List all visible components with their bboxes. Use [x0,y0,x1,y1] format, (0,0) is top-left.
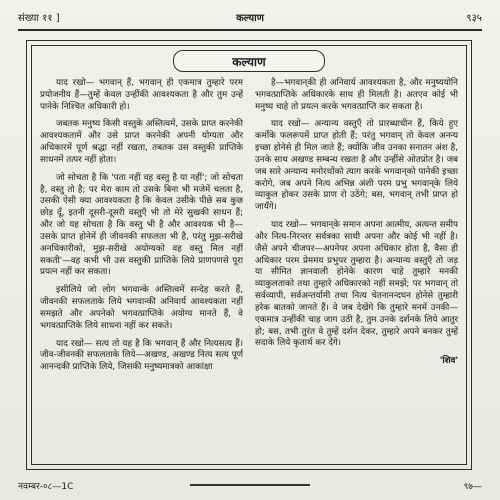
page-header [18,10,482,28]
paragraph: याद रखो— भगवान् हैं, भगवान् ही एकमात्र तुम्हारे परम प्रयोजनीय हैं—तुम्हें केवल उन्हींकी आवश्यकता है और तुम उन्हें पानेके निश्चित अधिकारी हो। [40,78,243,112]
left-column [40,78,243,458]
paragraph: जबतक मनुष्य किसी वस्तुके अस्तित्वमें, उसके प्राप्त करनेकी आवश्यकतामें और उसे प्राप्त करनेकी अपनी योग्यता और अधिकारमें पूर्ण श्रद्धा नहीं रखता, तबतक उस वस्तुकी प्राप्तिके साधनमें तत्पर नहीं होता। [40,119,243,165]
article-frame [26,40,472,470]
paragraph: इसीलिये जो लोग भगवान्के अस्तित्वमें सन्देह करते हैं, जीवनकी सफलताके लिये भगवान्की अनिवार्य आवश्यकता नहीं समझते और अपनेको भगवत्प्राप्तिके अयोग्य मानते हैं, वे भगवत्प्राप्तिके लिये साधना नहीं कर सकते। [40,285,243,331]
footer-left: नवम्बर-०८—1C [18,481,74,492]
paragraph: याद रखो— अन्यान्य वस्तुएँ तो प्रारब्धाधीन हैं, किये हुए कर्मोंके फलरूपमें प्राप्त होती हैं; परंतु भगवान् तो केवल अनन्य इच्छा होनेसे ही मिल जाते हैं; क्योंकि जीव उनका सनातन अंश है, उनके साथ अखण्ड सम्बन्ध रखता है और उन्हींसे ओतप्रोत है। जब जब सारे अन्यान्य मनोरथोंको त्याग करके भगवान्‌को पानेकी इच्छा करोगे, जब अपने नित्य अभिन्न अंशी परम प्रभु भगवान्‌के लिये व्याकुल होकर उसके प्राण रो उठेंगे; बस, भगवान् तभी प्राप्त हो जायँगे। [255,119,458,213]
article-columns [40,78,458,458]
footer-right: ९७— [463,481,482,492]
paragraph: याद रखो— सत्य तो यह है कि भगवान् हैं और नित्यसत्य हैं। जीव-जीवनकी सफलताके लिये—अखण्ड, अखण्ड नित्य सत्य पूर्ण आनन्दकी प्राप्तिके लिये, जिसकी मनुष्यमात्रको आकांक्षा [40,338,243,373]
paragraph: जो सोचता है कि 'पता नहीं वह वस्तु है या नहीं'; जो सोचता है, वस्तु तो है; पर मेरा काम तो उसके बिना भी मजेमें चलता है, उसकी ऐसी क्या आवश्यकता है कि केवल उसीके पीछे सब कुछ छोड़ दूँ, इतनी दूसरी-दूसरी वस्तुएँ भी तो मेरे सुखकी साधन हैं; और जो यह सोचता है कि वस्तु भी है और आवश्यक भी है—उसके प्राप्त होनेमें ही जीवनकी सफलता भी है, परंतु मुझ-सरीखे अनधिकारीको, मुझ-सरीखे अयोग्यको वह वस्तु मिल नहीं सकती'—वह कभी भी उस वस्तुकी प्राप्तिके लिये प्राणपणसे पूरा प्रयत्न नहीं कर सकता। [40,172,243,278]
article-title: कल्याण [173,50,325,72]
paragraph: है—भगवान्‌की ही अनिवार्य आवश्यकता है, और मनुष्ययोनि भगवत्प्राप्तिके अधिकारके साथ ही मिलती है। अतएव कोई भी मनुष्य चाहे तो प्रयत्न करके भगवत्प्राप्ति कर सकता है। [255,78,458,112]
page-number: ९३५ [466,13,482,24]
page-footer [18,478,482,492]
signature: 'शिव' [439,356,458,367]
issue-number: संख्या ११ ] [18,13,60,24]
article-inner-border [31,45,467,465]
footer-rule [190,484,310,486]
right-column [255,78,458,458]
paragraph: याद रखो— भगवान्‌के समान अपना आत्मीय, अत्यन्त समीप और नित्य-निरन्तर सर्वत्रका साथी अपना और कोई भी नहीं है। जैसे अपने चीजपर—अपनेपर अपना अधिकार होता है, वैसा ही अधिकार परम प्रेममय प्रभुपर तुम्हारा है। अन्यान्य वस्तुएँ तो जड़ या सीमित ज्ञानवाली होनेके कारण चाहे तुम्हारे मनकी व्याकुलताको तथा तुम्हारे अधिकारको नहीं समझें; पर भगवान् तो सर्वव्यापी, सर्वअन्तर्यामी तथा नित्य चेतनानन्दघन होनेसे तुम्हारी हरेक बातको जानते हैं। वे जब देखेंगे कि तुम्हारे मनमें उनकी—एकमात्र उन्हींकी चाह जाग उठी है, तुम उनके दर्शनके लिये आतुर हो; बस, तभी तुरंत वे तुम्हें दर्शन देकर, तुम्हारे अपने बनकर तुम्हें सदाके लिये कृतार्थ कर देंगे। [255,220,458,349]
header-rule [18,29,482,31]
magazine-name: कल्याण [236,13,264,24]
